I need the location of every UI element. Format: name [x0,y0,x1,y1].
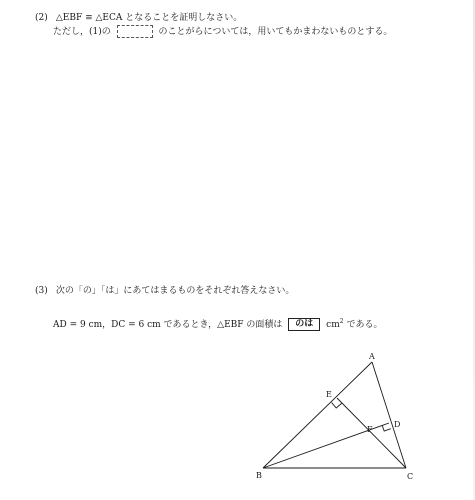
statement-before: AD = 9 cm，DC = 6 cm であるとき，△EBF の面積は [53,320,283,330]
question-3-number: (3) [35,286,48,296]
label-e: E [326,390,332,399]
triangle-figure [245,348,420,483]
question-2-line [35,12,242,24]
statement-after: である。 [346,320,383,330]
question-2-note-before: ただし，(1)の [53,27,111,37]
question-2-note-after: のことがらについては，用いてもかまわないものとする。 [158,27,393,37]
statement-unit: cm [326,320,340,330]
label-b: B [256,471,262,480]
answer-blank [117,25,153,38]
right-angle-mark-e [332,403,342,408]
question-2-text: △EBF ≡ △ECA となることを証明しなさい。 [55,13,243,23]
question-3-prompt: 次の「の」「は」にあてはまるものをそれぞれ答えなさい。 [55,286,295,296]
label-c: C [407,472,414,481]
right-angle-mark-d [382,425,391,431]
label-f: F [367,425,373,434]
answer-box: のは [288,318,320,331]
label-d: D [394,420,401,429]
question-2-note [53,25,392,38]
question-2-number: (2) [35,13,48,23]
segment-ac [372,362,406,468]
segment-ba [263,362,372,468]
question-3-statement [53,318,382,331]
statement-exponent: 2 [339,318,344,325]
label-a: A [369,352,375,361]
question-3-line [35,285,294,297]
